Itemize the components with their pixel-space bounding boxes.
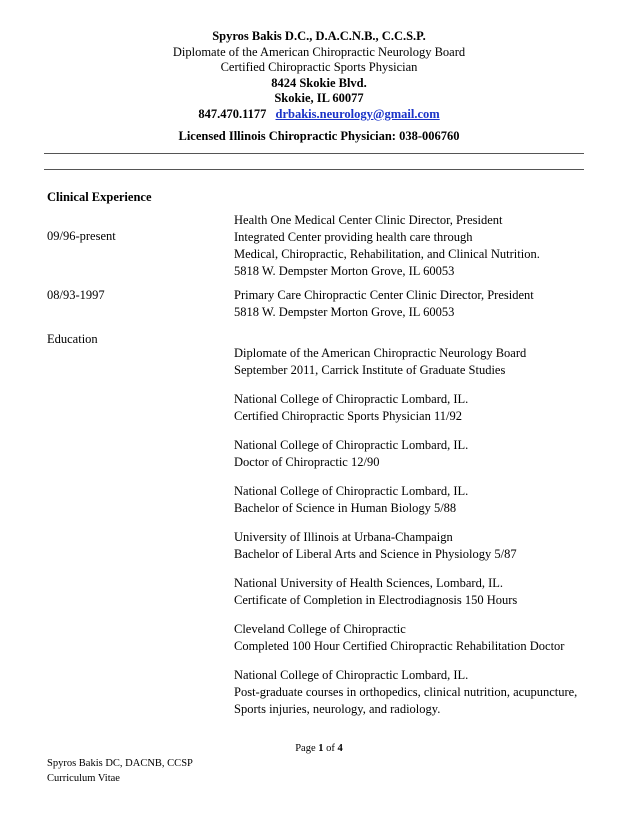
clinical-date: 09/96-present <box>47 229 116 243</box>
entry-line: Completed 100 Hour Certified Chiropractic Rehabilitation Doctor <box>234 639 565 653</box>
entry-line: Cleveland College of Chiropractic <box>234 622 406 636</box>
page-number <box>0 743 638 754</box>
entry-line: Doctor of Chiropractic 12/90 <box>234 455 380 469</box>
header-diplomate: Diplomate of the American Chiropractic Neurology Board <box>172 44 466 59</box>
clinical-entry <box>234 212 540 280</box>
entry-line: National College of Chiropractic Lombard, IL. <box>234 484 469 498</box>
clinical-experience-heading: Clinical Experience <box>47 190 152 204</box>
letterhead <box>0 29 638 122</box>
education-entry <box>234 575 517 609</box>
footer-name: Spyros Bakis DC, DACNB, CCSP <box>47 758 193 769</box>
divider-line <box>44 153 584 154</box>
page-prefix: Page <box>295 743 319 754</box>
entry-line: Bachelor of Science in Human Biology 5/88 <box>234 501 457 515</box>
education-entry <box>234 529 517 563</box>
entry-line: September 2011, Carrick Institute of Graduate Studies <box>234 363 506 377</box>
address-city: Skokie, IL 60077 <box>274 91 364 105</box>
entry-line: National College of Chiropractic Lombard, IL. <box>234 668 469 682</box>
entry-line: Certificate of Completion in Electrodiagnosis 150 Hours <box>234 593 518 607</box>
entry-line: Post-graduate courses in orthopedics, clinical nutrition, acupuncture, <box>234 685 578 699</box>
entry-line: National University of Health Sciences, Lombard, IL. <box>234 576 504 590</box>
footer-doc-type: Curriculum Vitae <box>47 773 120 784</box>
total-pages: 4 <box>337 743 343 754</box>
education-entry <box>234 391 468 425</box>
education-entry <box>234 621 564 655</box>
entry-line: National College of Chiropractic Lombard, IL. <box>234 438 469 452</box>
clinical-date: 08/93-1997 <box>47 288 105 302</box>
footer-credit <box>47 756 193 786</box>
doctor-name: Spyros Bakis D.C., D.A.C.N.B., C.C.S.P. <box>212 29 426 43</box>
license-line: Licensed Illinois Chiropractic Physician: 038-006760 <box>178 129 460 143</box>
divider-line <box>44 169 584 170</box>
entry-line: University of Illinois at Urbana-Champaign <box>234 530 453 544</box>
entry-line: Integrated Center providing health care through <box>234 230 473 244</box>
entry-line: Certified Chiropractic Sports Physician 11/92 <box>234 409 462 423</box>
entry-line: 5818 W. Dempster Morton Grove, IL 60053 <box>234 305 455 319</box>
clinical-entry <box>234 287 534 321</box>
page-of: of <box>323 743 338 754</box>
entry-line: Diplomate of the American Chiropractic Neurology Board <box>234 346 527 360</box>
education-entry <box>234 667 577 718</box>
phone-number: 847.470.1177 <box>198 106 267 121</box>
education-entry <box>234 437 468 471</box>
entry-line: Health One Medical Center Clinic Director, President <box>234 213 503 227</box>
email-link[interactable]: drbakis.neurology@gmail.com <box>275 106 440 121</box>
entry-line: National College of Chiropractic Lombard, IL. <box>234 392 469 406</box>
current-page: 1 <box>318 743 324 754</box>
address-street: 8424 Skokie Blvd. <box>271 75 367 90</box>
education-entry <box>234 345 526 379</box>
entry-line: Sports injuries, neurology, and radiology. <box>234 702 441 716</box>
contact-line <box>0 107 638 123</box>
entry-line: Medical, Chiropractic, Rehabilitation, and Clinical Nutrition. <box>234 247 540 261</box>
entry-line: 5818 W. Dempster Morton Grove, IL 60053 <box>234 264 455 278</box>
header-certification: Certified Chiropractic Sports Physician <box>220 60 418 74</box>
entry-line: Primary Care Chiropractic Center Clinic Director, President <box>234 288 534 302</box>
education-heading: Education <box>47 332 98 346</box>
education-entry <box>234 483 468 517</box>
entry-line: Bachelor of Liberal Arts and Science in Physiology 5/87 <box>234 547 517 561</box>
